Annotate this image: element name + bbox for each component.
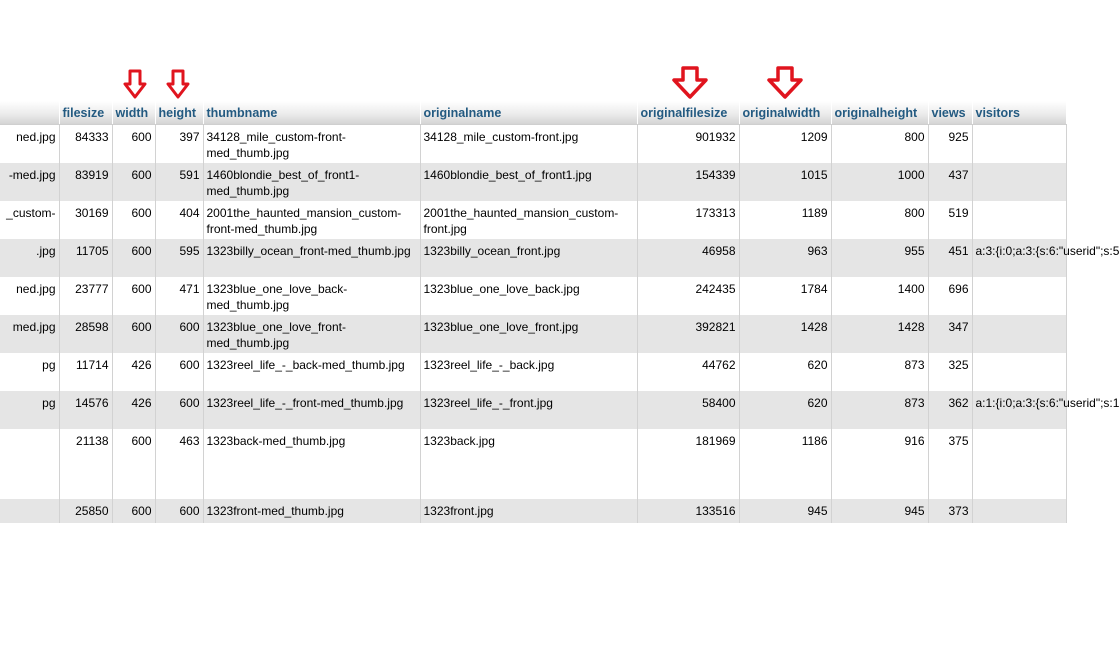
cell-name-tail: pg xyxy=(0,353,59,391)
column-header-name[interactable] xyxy=(0,101,59,125)
cell-views: 362 xyxy=(928,391,972,429)
cell-originalheight: 945 xyxy=(831,499,928,523)
cell-thumbname: 1323blue_one_love_back-med_thumb.jpg xyxy=(203,277,420,315)
cell-views: 375 xyxy=(928,429,972,499)
cell-width: 600 xyxy=(112,315,155,353)
cell-width: 426 xyxy=(112,353,155,391)
cell-views: 925 xyxy=(928,125,972,163)
cell-height: 600 xyxy=(155,391,203,429)
table-row[interactable] xyxy=(0,277,1066,315)
cell-originalname: 1323billy_ocean_front.jpg xyxy=(420,239,637,277)
cell-filesize: 11714 xyxy=(59,353,112,391)
cell-visitors xyxy=(972,125,1066,163)
cell-visitors xyxy=(972,315,1066,353)
table-row[interactable] xyxy=(0,499,1066,523)
cell-height: 591 xyxy=(155,163,203,201)
table-row[interactable] xyxy=(0,315,1066,353)
cell-originalheight: 800 xyxy=(831,125,928,163)
cell-height: 600 xyxy=(155,315,203,353)
cell-height: 595 xyxy=(155,239,203,277)
cell-originalname: 1323reel_life_-_back.jpg xyxy=(420,353,637,391)
cell-originalwidth: 1189 xyxy=(739,201,831,239)
cell-name-tail: ned.jpg xyxy=(0,277,59,315)
cell-originalname: 2001the_haunted_mansion_custom-front.jpg xyxy=(420,201,637,239)
results-table xyxy=(0,101,1119,523)
cell-width: 600 xyxy=(112,201,155,239)
cell-originalheight: 1000 xyxy=(831,163,928,201)
cell-originalfilesize: 392821 xyxy=(637,315,739,353)
cell-name-tail: -med.jpg xyxy=(0,163,59,201)
cell-thumbname: 1323reel_life_-_front-med_thumb.jpg xyxy=(203,391,420,429)
column-header-width[interactable]: width xyxy=(112,101,155,125)
cell-thumbname: 1323billy_ocean_front-med_thumb.jpg xyxy=(203,239,420,277)
cell-originalwidth: 1209 xyxy=(739,125,831,163)
cell-originalname: 1323blue_one_love_front.jpg xyxy=(420,315,637,353)
cell-thumbname: 1460blondie_best_of_front1-med_thumb.jpg xyxy=(203,163,420,201)
cell-originalname: 1323reel_life_-_front.jpg xyxy=(420,391,637,429)
cell-views: 325 xyxy=(928,353,972,391)
down-arrow-icon xyxy=(671,66,709,100)
cell-originalname: 1460blondie_best_of_front1.jpg xyxy=(420,163,637,201)
cell-originalwidth: 620 xyxy=(739,391,831,429)
cell-views: 696 xyxy=(928,277,972,315)
cell-originalwidth: 963 xyxy=(739,239,831,277)
cell-originalheight: 916 xyxy=(831,429,928,499)
cell-width: 426 xyxy=(112,391,155,429)
table-row[interactable] xyxy=(0,125,1066,163)
cell-filesize: 84333 xyxy=(59,125,112,163)
cell-originalheight: 1400 xyxy=(831,277,928,315)
cell-originalwidth: 945 xyxy=(739,499,831,523)
down-arrow-icon xyxy=(123,69,147,100)
cell-originalheight: 873 xyxy=(831,353,928,391)
column-header-visitors[interactable]: visitors xyxy=(972,101,1066,125)
cell-filesize: 21138 xyxy=(59,429,112,499)
cell-visitors: a:3:{i:0;a:3:{s:6:"userid";s:5 xyxy=(972,239,1066,277)
cell-originalheight: 1428 xyxy=(831,315,928,353)
cell-originalfilesize: 154339 xyxy=(637,163,739,201)
cell-originalname: 1323blue_one_love_back.jpg xyxy=(420,277,637,315)
cell-originalfilesize: 44762 xyxy=(637,353,739,391)
column-header-height[interactable]: height xyxy=(155,101,203,125)
cell-views: 451 xyxy=(928,239,972,277)
cell-name-tail: med.jpg xyxy=(0,315,59,353)
cell-visitors xyxy=(972,201,1066,239)
cell-originalheight: 800 xyxy=(831,201,928,239)
cell-originalfilesize: 46958 xyxy=(637,239,739,277)
column-header-filesize[interactable]: filesize xyxy=(59,101,112,125)
cell-height: 463 xyxy=(155,429,203,499)
cell-originalfilesize: 173313 xyxy=(637,201,739,239)
cell-height: 600 xyxy=(155,353,203,391)
cell-thumbname: 1323back-med_thumb.jpg xyxy=(203,429,420,499)
cell-originalheight: 873 xyxy=(831,391,928,429)
cell-name-tail: _custom- xyxy=(0,201,59,239)
table-row[interactable] xyxy=(0,239,1066,277)
cell-originalname: 34128_mile_custom-front.jpg xyxy=(420,125,637,163)
cell-name-tail: pg xyxy=(0,391,59,429)
cell-visitors: a:1:{i:0;a:3:{s:6:"userid";s:1 xyxy=(972,391,1066,429)
cell-originalname: 1323front.jpg xyxy=(420,499,637,523)
cell-originalwidth: 1015 xyxy=(739,163,831,201)
cell-height: 600 xyxy=(155,499,203,523)
cell-height: 471 xyxy=(155,277,203,315)
cell-name-tail xyxy=(0,429,59,499)
cell-filesize: 28598 xyxy=(59,315,112,353)
column-header-originalheight[interactable]: originalheight xyxy=(831,101,928,125)
cell-originalwidth: 620 xyxy=(739,353,831,391)
cell-width: 600 xyxy=(112,277,155,315)
cell-originalname: 1323back.jpg xyxy=(420,429,637,499)
cell-views: 519 xyxy=(928,201,972,239)
cell-filesize: 11705 xyxy=(59,239,112,277)
column-header-originalname[interactable]: originalname xyxy=(420,101,637,125)
cell-name-tail: ned.jpg xyxy=(0,125,59,163)
table-row[interactable] xyxy=(0,429,1066,499)
column-header-originalfilesize[interactable]: originalfilesize xyxy=(637,101,739,125)
cell-height: 397 xyxy=(155,125,203,163)
cell-originalwidth: 1784 xyxy=(739,277,831,315)
table-row[interactable] xyxy=(0,201,1066,239)
cell-filesize: 30169 xyxy=(59,201,112,239)
table-row[interactable] xyxy=(0,163,1066,201)
cell-thumbname: 1323blue_one_love_front-med_thumb.jpg xyxy=(203,315,420,353)
cell-width: 600 xyxy=(112,499,155,523)
cell-originalfilesize: 181969 xyxy=(637,429,739,499)
cell-name-tail xyxy=(0,499,59,523)
cell-filesize: 14576 xyxy=(59,391,112,429)
cell-thumbname: 2001the_haunted_mansion_custom-front-med_thumb.jpg xyxy=(203,201,420,239)
cell-visitors xyxy=(972,499,1066,523)
cell-visitors xyxy=(972,353,1066,391)
cell-filesize: 23777 xyxy=(59,277,112,315)
cell-views: 437 xyxy=(928,163,972,201)
cell-filesize: 83919 xyxy=(59,163,112,201)
table-row[interactable] xyxy=(0,391,1066,429)
cell-visitors xyxy=(972,277,1066,315)
table-header-row xyxy=(0,101,1066,125)
cell-visitors xyxy=(972,429,1066,499)
cell-width: 600 xyxy=(112,429,155,499)
cell-thumbname: 1323reel_life_-_back-med_thumb.jpg xyxy=(203,353,420,391)
column-header-views[interactable]: views xyxy=(928,101,972,125)
down-arrow-icon xyxy=(166,69,190,100)
cell-originalwidth: 1428 xyxy=(739,315,831,353)
cell-thumbname: 34128_mile_custom-front-med_thumb.jpg xyxy=(203,125,420,163)
cell-width: 600 xyxy=(112,163,155,201)
column-header-originalwidth[interactable]: originalwidth xyxy=(739,101,831,125)
cell-originalwidth: 1186 xyxy=(739,429,831,499)
cell-originalfilesize: 133516 xyxy=(637,499,739,523)
cell-views: 347 xyxy=(928,315,972,353)
table-row[interactable] xyxy=(0,353,1066,391)
cell-originalfilesize: 242435 xyxy=(637,277,739,315)
cell-originalfilesize: 901932 xyxy=(637,125,739,163)
cell-thumbname: 1323front-med_thumb.jpg xyxy=(203,499,420,523)
cell-width: 600 xyxy=(112,239,155,277)
cell-visitors xyxy=(972,163,1066,201)
cell-originalheight: 955 xyxy=(831,239,928,277)
cell-originalfilesize: 58400 xyxy=(637,391,739,429)
cell-width: 600 xyxy=(112,125,155,163)
cell-height: 404 xyxy=(155,201,203,239)
cell-views: 373 xyxy=(928,499,972,523)
cell-filesize: 25850 xyxy=(59,499,112,523)
column-header-thumbname[interactable]: thumbname xyxy=(203,101,420,125)
down-arrow-icon xyxy=(766,66,804,100)
cell-name-tail: .jpg xyxy=(0,239,59,277)
